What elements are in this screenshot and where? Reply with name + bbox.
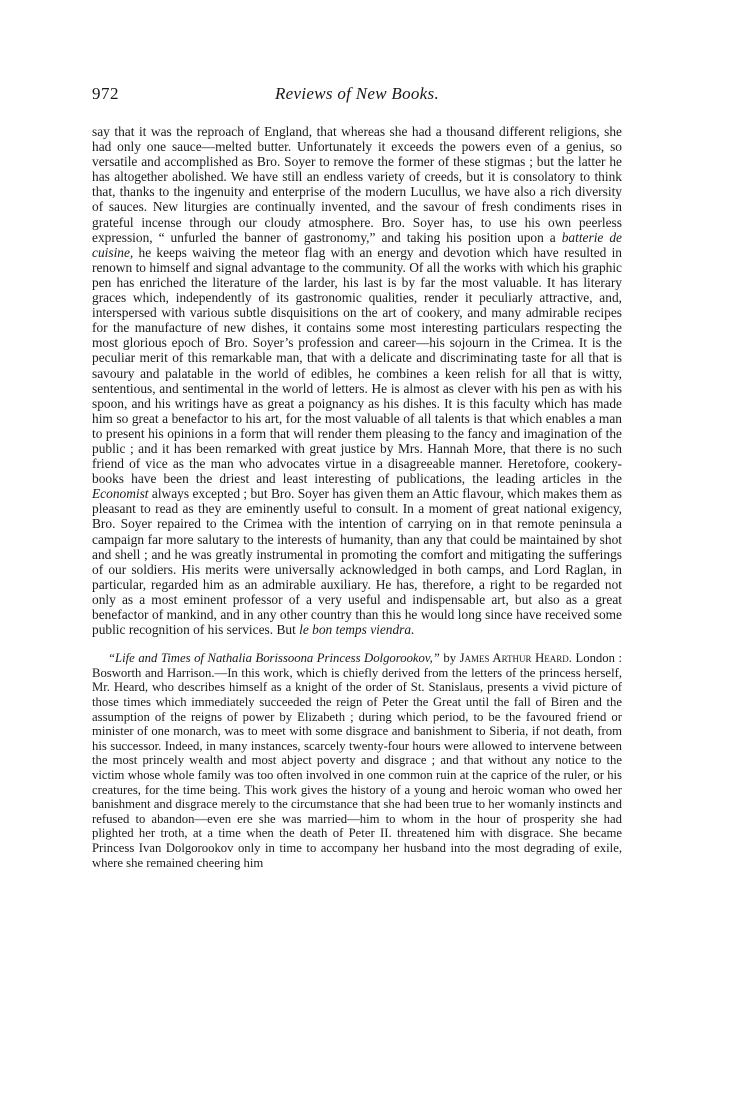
review-dolgorookov-text: London : Bosworth and Harrison.—In this work, which is chiefly derived from the letters of the princess herself, Mr. Heard, who describes himself as a knight of the order of St. Stanislaus, presents a vivid picture of those times which immediately succeeded the reign of Peter the Great until the fall of Biren and the assumption of the reigns of power by Elizabeth ; during which period, to be the favoured friend or minister of one monarch, was to meet with some disgrace and banishment to Siberia, if not death, from his successor. Indeed, in many instances, scarcely twenty-four hours were allowed to intervene between the most princely wealth and most abject poverty and disgrace ; and that without any notice to the victim whose whole family was too often involved in one common ruin at the caprice of the ruler, or his creatures, for the time being. This work gives the history of a young and heroic woman who owed her banishment and disgrace merely to the circumstance that she had been true to her womanly instincts and refused to abandon—even ere she was married—him to whom in the hour of prosperity she had plighted her troth, at a time when the death of Peter II. threatened him with disgrace. She became Princess Ivan Dolgorookov only in time to accompany her husband into the most degrading of exile, where she remained cheering him bbox=[92, 651, 623, 870]
review-soyer bbox=[92, 124, 622, 637]
review-soyer-text-3: always excepted ; but Bro. Soyer has given them an Attic flavour, which makes them as pleasant to read as they are eminently useful to consult. In a moment of great national exigency, Bro. Soyer repaired to the Crimea with the intention of carrying on in that remote peninsula a campaign far more salutary to the interests of humanity, than any that could be maintained by shot and shell ; and he was greatly instrumental in promoting the comfort and mitigating the sufferings of our soldiers. His merits were universally acknowledged in both camps, and Lord Raglan, in particular, regarded him as an admirable auxiliary. He has, therefore, a right to be regarded not only as a most eminent professor of a very useful and indispensable art, but also as a great benefactor of mankind, and in any other country than this he would long since have received some public recognition of his services. But bbox=[92, 486, 622, 638]
book-page bbox=[92, 84, 622, 870]
review-soyer-text-1: say that it was the reproach of England, that whereas she had a thousand different religions, she had only one sauce—melted butter. Unfortunately it exceeds the powers even of a genius, so versatile and accomplished as Bro. Soyer to remove the former of these stigmas ; but the latter he has altogether abolished. We have still an endless variety of creeds, but it is consolatory to think that, thanks to the ingenuity and enterprise of the modern Lucullus, we have also a rich diversity of sauces. New liturgies are continually invented, and the savour of fresh condiments rises in grateful incense through our cloudy atmosphere. Bro. Soyer has, to use his own peerless expression, “ unfurled the banner of gastronomy,” and taking his position upon a bbox=[92, 124, 622, 245]
review-soyer-text-2: he keeps waiving the meteor flag with an energy and devotion which have resulted in renown to himself and signal advantage to the community. Of all the works with which his graphic pen has enriched the literature of the larder, his last is by far the most valuable. It has literary graces which, independently of its gastronomic qualities, render it peculiarly attractive, and, interspersed with various subtle disquisitions on the art of cookery, and many admirable recipes for the manufacture of new dishes, it contains some most interesting particulars respecting the most glorious epoch of Bro. Soyer’s profession and career—his sojourn in the Crimea. It is the peculiar merit of this remarkable man, that with a delicate and discriminating taste for all that is savoury and palatable in the world of edibles, he combines a keen relish for all that is witty, sententious, and sentimental in the world of letters. He is almost as clever with his pen as with his spoon, and his writings have as great a poignancy as his dishes. It is this faculty which has made him so great a benefactor to his art, for the most valuable of all talents is that which enables a man to present his opinions in a form that will render them pleasing to the fancy and imagination of the public ; and it has been remarked with great justice by Mrs. Hannah More, that there is no such friend of vice as the man who advocates virtue in a disagreeable manner. Heretofore, cookery-books have been the driest and least interesting of publications, the leading articles in the bbox=[92, 244, 622, 487]
review-dolgorookov-author: James Arthur Heard. bbox=[459, 651, 572, 666]
review-soyer-italic-1: batterie de cuisine, bbox=[92, 229, 622, 260]
review-dolgorookov bbox=[92, 651, 622, 870]
page-header bbox=[92, 84, 622, 110]
page-number: 972 bbox=[92, 84, 119, 103]
review-dolgorookov-title: “Life and Times of Nathalia Borissoona Princess Dolgorookov,” bbox=[108, 651, 440, 666]
review-soyer-italic-3: le bon temps viendra. bbox=[299, 622, 415, 638]
review-soyer-italic-2: Economist bbox=[92, 486, 149, 502]
running-head: Reviews of New Books. bbox=[275, 84, 439, 103]
review-soyer-paragraph bbox=[92, 124, 622, 637]
review-dolgorookov-by: by bbox=[439, 651, 460, 666]
